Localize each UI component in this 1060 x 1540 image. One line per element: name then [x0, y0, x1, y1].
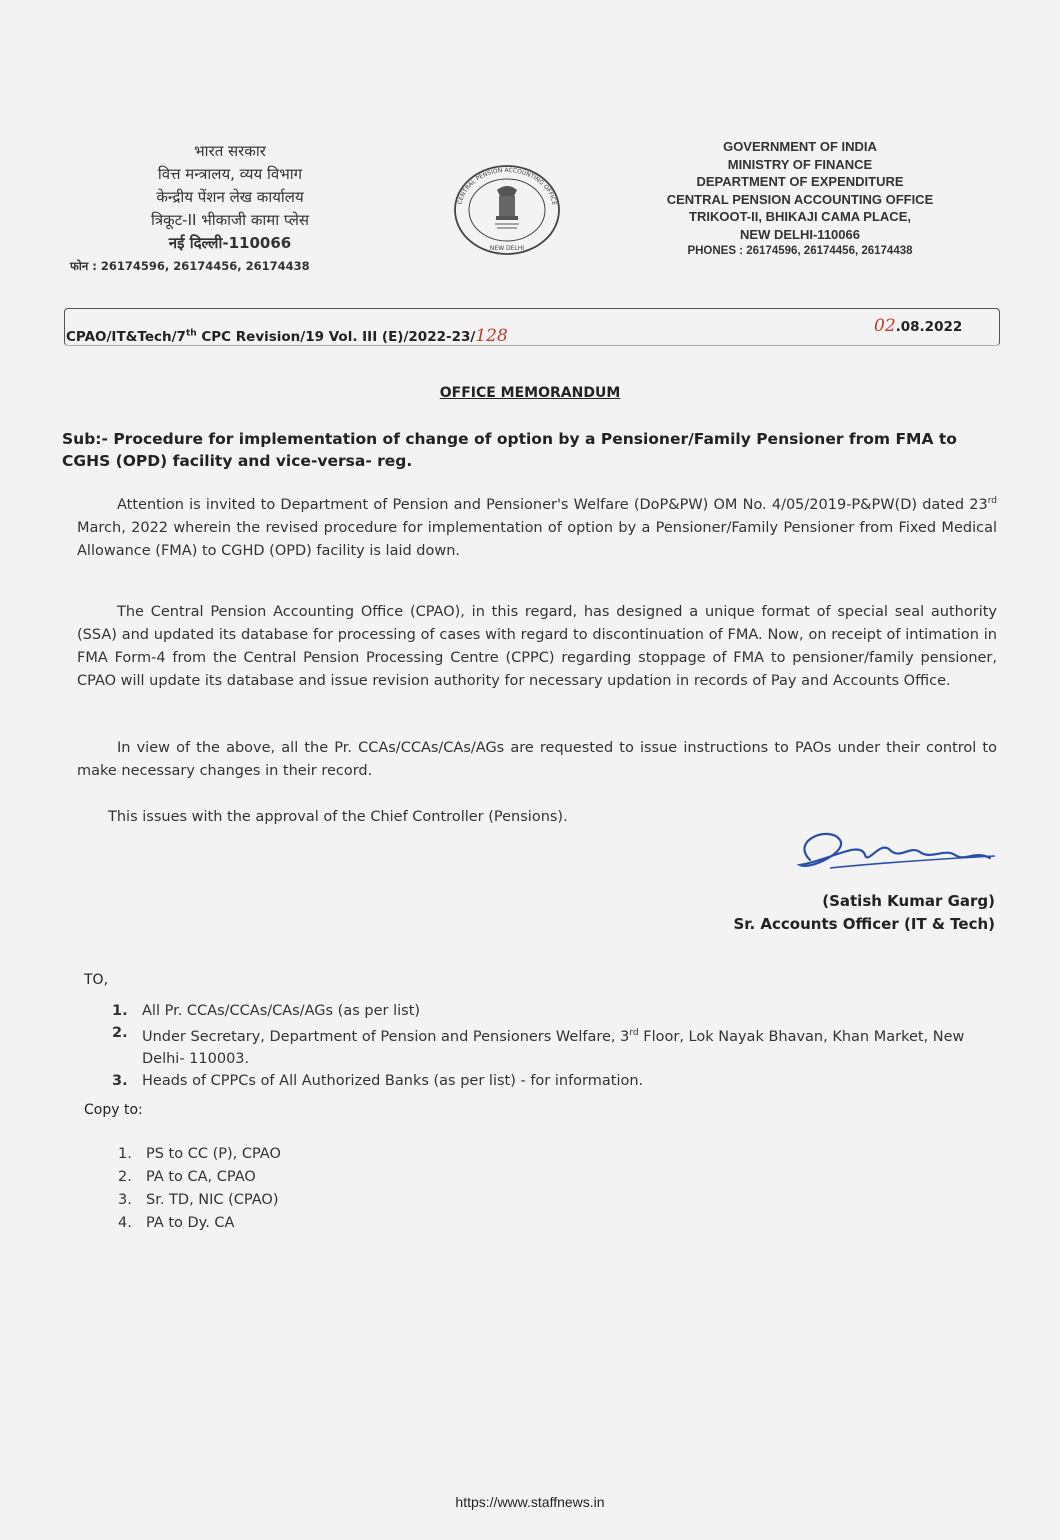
list-item — [118, 1143, 281, 1166]
list-number: 3. — [118, 1192, 132, 1208]
hindi-line: भारत सरकार — [194, 142, 266, 160]
list-text: PA to CA, CPAO — [146, 1169, 256, 1185]
footer-url: https://www.staffnews.in — [455, 1494, 605, 1510]
english-line: DEPARTMENT OF EXPENDITURE — [696, 174, 904, 189]
english-line: GOVERNMENT OF INDIA — [723, 139, 877, 154]
english-line: CENTRAL PENSION ACCOUNTING OFFICE — [666, 191, 934, 207]
list-number: 3. — [112, 1072, 128, 1089]
list-item — [112, 1070, 1002, 1092]
p1-text-a: Attention is invited to Department of Pension and Pensioner's Welfare (DoP&PW) OM No. 4/05/2019-P&PW(D) dated 23 — [117, 496, 988, 513]
list-number: 1. — [118, 1146, 132, 1162]
hindi-line: त्रिकूट-II भीकाजी कामा प्लेस — [150, 211, 310, 229]
signatory-block — [700, 890, 995, 936]
paragraph-1 — [77, 490, 997, 563]
memo-date — [874, 316, 962, 336]
list-number: 1. — [112, 1003, 128, 1019]
list-text: PA to Dy. CA — [146, 1215, 235, 1231]
list-number: 2. — [112, 1025, 128, 1041]
list-text: Sr. TD, NIC (CPAO) — [146, 1192, 279, 1208]
to-label: TO, — [84, 972, 109, 988]
list-text: Heads of CPPCs of All Authorized Banks (as per list) - for information. — [142, 1072, 644, 1089]
hindi-line: केन्द्रीय पेंशन लेख कार्यालय — [156, 188, 304, 206]
list-item — [118, 1212, 281, 1235]
seal-top-text: CENTRAL PENSION ACCOUNTING OFFICE — [456, 166, 558, 206]
paragraph-4: This issues with the approval of the Chief Controller (Pensions). — [108, 809, 568, 825]
english-line: TRIKOOT-II, BHIKAJI CAMA PLACE, — [689, 209, 911, 224]
hindi-line: वित्त मन्त्रालय, व्यय विभाग — [157, 165, 303, 183]
list-text: All Pr. CCAs/CCAs/CAs/AGs (as per list) — [142, 1003, 421, 1019]
english-line: NEW DELHI-110066 — [740, 226, 860, 242]
list-item — [118, 1166, 281, 1189]
subject-line: Sub:- Procedure for implementation of change of option by a Pensioner/Family Pensioner from FMA to CGHS (OPD) facility and vice-versa- reg. — [62, 430, 957, 470]
list-item — [112, 1000, 1002, 1022]
english-letterhead — [600, 138, 1000, 261]
list-text-b: Floor, Lok Nayak Bhavan, Khan Market, New Delhi- 110003. — [142, 1028, 965, 1067]
ref-handwritten-number: 128 — [475, 326, 508, 346]
paragraph-2: The Central Pension Accounting Office (CPAO), in this regard, has designed a unique format of special seal authority (SSA) and updated its database for processing of cases with regard to discontinuation of FMA. Now, on receipt of intimation in FMA Form-4 from the Central Pension Processing Centre (CPPC) regarding stoppage of FMA to pensioner/family pensioner, CPAO will update its database and issue revision authority for necessary updation in records of Pay and Accounts Office. — [77, 604, 997, 689]
date-handwritten: 02 — [874, 316, 896, 336]
list-item — [112, 1022, 1002, 1070]
p1-text-b: March, 2022 wherein the revised procedure for implementation of option by a Pensioner/Family Pensioner from Fixed Medical Allowance (FMA) to CGHD (OPD) facility is laid down. — [77, 519, 997, 559]
english-phone: PHONES : 26174596, 26174456, 26174438 — [687, 245, 913, 257]
list-sup: rd — [629, 1028, 639, 1038]
list-number: 2. — [118, 1169, 132, 1185]
list-number: 4. — [118, 1215, 132, 1231]
p1-sup: rd — [987, 496, 997, 506]
list-text-a: Under Secretary, Department of Pension and Pensioners Welfare, 3 — [142, 1028, 630, 1045]
paragraph-3: In view of the above, all the Pr. CCAs/CCAs/CAs/AGs are requested to issue instructions to PAOs under their control to make necessary changes in their record. — [77, 740, 997, 779]
list-item — [118, 1189, 281, 1212]
signatory-name: (Satish Kumar Garg) — [822, 892, 995, 910]
office-seal-icon — [447, 160, 567, 260]
ref-prefix: CPAO/IT&Tech/7 — [66, 329, 186, 345]
hindi-line: नई दिल्ली-110066 — [168, 234, 292, 252]
hindi-letterhead — [70, 140, 390, 278]
list-text — [142, 1022, 1002, 1070]
page-title: OFFICE MEMORANDUM — [439, 385, 621, 401]
signatory-designation: Sr. Accounts Officer (IT & Tech) — [733, 915, 995, 933]
hindi-phone: फोन : 26174596, 26174456, 26174438 — [70, 259, 310, 273]
ref-middle: CPC Revision/19 Vol. III (E)/2022-23/ — [196, 329, 476, 345]
english-line: MINISTRY OF FINANCE — [727, 156, 873, 172]
to-list — [112, 1000, 1002, 1092]
copy-label: Copy to: — [84, 1102, 143, 1118]
seal-bottom-text: NEW DELHI — [489, 245, 525, 252]
copy-list — [118, 1143, 281, 1235]
list-text: PS to CC (P), CPAO — [146, 1146, 281, 1162]
signature-icon — [770, 820, 1010, 890]
ref-sup: th — [185, 328, 197, 339]
reference-number — [66, 326, 508, 346]
date-printed: .08.2022 — [895, 319, 963, 335]
